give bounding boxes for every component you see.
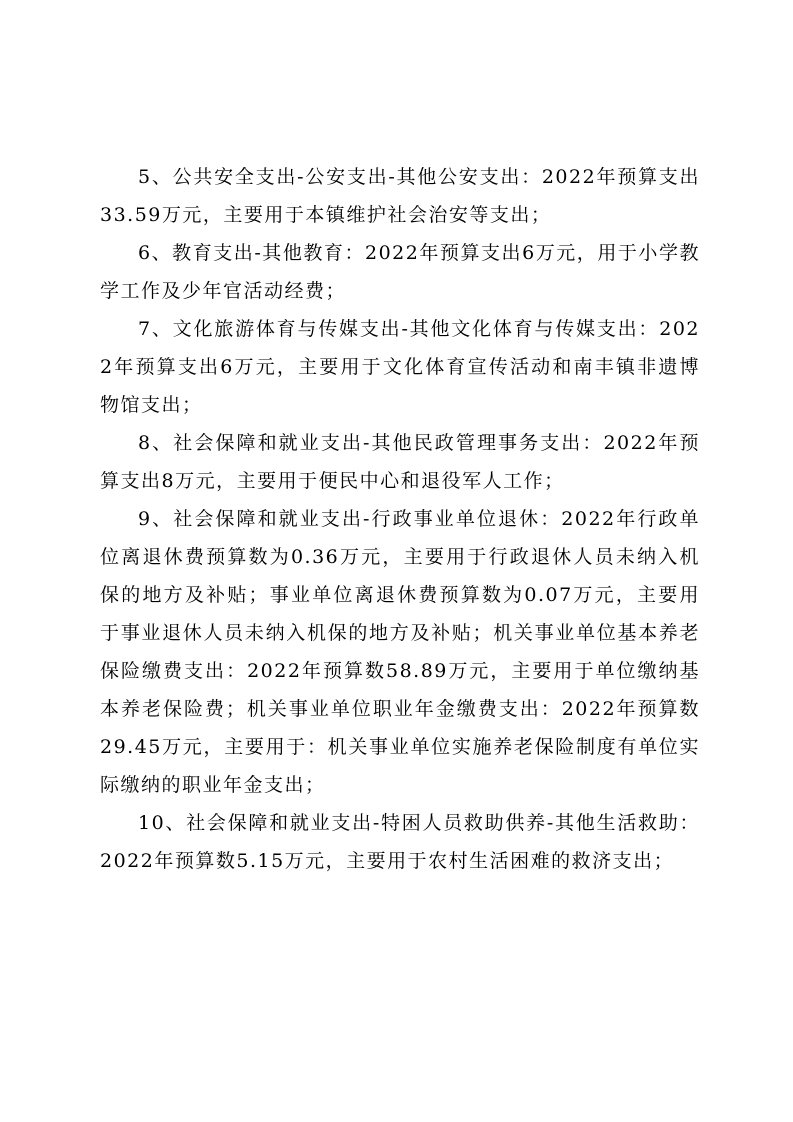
document-body xyxy=(100,158,700,880)
paragraph-item-6: 6、教育支出-其他教育：2022年预算支出6万元，用于小学教学工作及少年官活动经费； xyxy=(100,242,700,302)
paragraph-item-9: 9、社会保障和就业支出-行政事业单位退休：2022年行政单位离退休费预算数为0.36万元，主要用于行政退休人员未纳入机保的地方及补贴；事业单位离退休费预算数为0.07万元，主要用于事业退休人员未纳入机保的地方及补贴；机关事业单位基本养老保险缴费支出：2022年预算数58.89万元，主要用于单位缴纳基本养老保险费；机关事业单位职业年金缴费支出：2022年预算数29.45万元，主要用于：机关事业单位实施养老保险制度有单位实际缴纳的职业年金支出； xyxy=(100,508,700,796)
paragraph-item-8: 8、社会保障和就业支出-其他民政管理事务支出：2022年预算支出8万元，主要用于便民中心和退役军人工作； xyxy=(100,432,700,492)
paragraph-item-5: 5、公共安全支出-公安支出-其他公安支出：2022年预算支出33.59万元，主要用于本镇维护社会治安等支出； xyxy=(100,166,700,226)
paragraph-item-7: 7、文化旅游体育与传媒支出-其他文化体育与传媒支出：2022年预算支出6万元，主要用于文化体育宣传活动和南丰镇非遗博物馆支出； xyxy=(100,318,700,416)
paragraph-item-10: 10、社会保障和就业支出-特困人员救助供养-其他生活救助：2022年预算数5.15万元，主要用于农村生活困难的救济支出； xyxy=(100,812,700,872)
